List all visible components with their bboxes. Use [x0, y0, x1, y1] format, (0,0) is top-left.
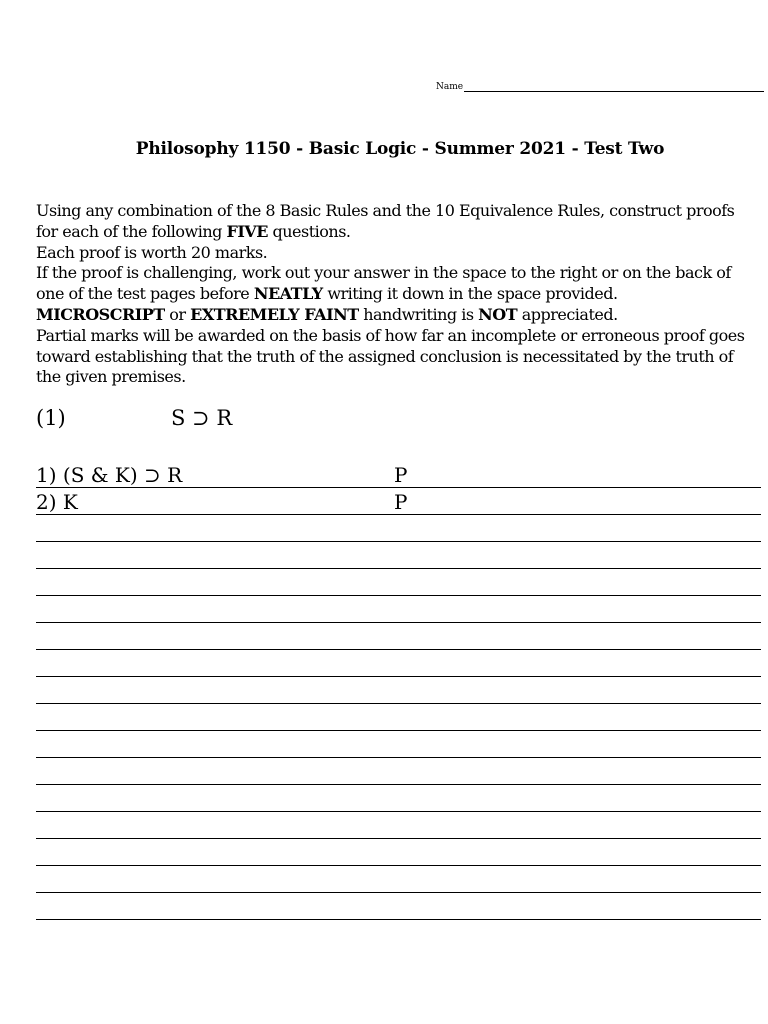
question-number: (1) [36, 406, 66, 430]
premise-statement: 1) (S & K) ⊃ R [36, 463, 183, 487]
premise-justification: P [394, 463, 408, 487]
proof-line-premise-2[interactable] [36, 488, 761, 515]
name-blank[interactable] [464, 83, 764, 92]
blank-answer-line[interactable] [36, 515, 761, 542]
blank-answer-line[interactable] [36, 812, 761, 839]
blank-answer-line[interactable] [36, 677, 761, 704]
name-field[interactable] [436, 82, 764, 92]
page-title: Philosophy 1150 - Basic Logic - Summer 2021 - Test Two [135, 139, 665, 159]
instruction-paragraph-3: If the proof is challenging, work out your answer in the space to the right or on the back of one of the test pages before NEATLY writing it down in the space provided. [36, 263, 731, 304]
blank-answer-line[interactable] [36, 731, 761, 758]
blank-answer-line[interactable] [36, 839, 761, 866]
blank-answer-line[interactable] [36, 758, 761, 785]
blank-answer-line[interactable] [36, 623, 761, 650]
blank-answer-line[interactable] [36, 542, 761, 569]
instruction-paragraph-4: MICROSCRIPT or EXTREMELY FAINT handwriting is NOT appreciated. [36, 304, 618, 324]
proof-lines [36, 461, 761, 920]
premise-statement: 2) K [36, 490, 78, 514]
question-conclusion: S ⊃ R [171, 406, 233, 430]
blank-answer-line[interactable] [36, 650, 761, 677]
instruction-paragraph-2: Each proof is worth 20 marks. [36, 242, 268, 262]
blank-answer-line[interactable] [36, 569, 761, 596]
name-label: Name [436, 82, 464, 92]
blank-answer-line[interactable] [36, 704, 761, 731]
blank-answer-line[interactable] [36, 866, 761, 893]
instructions [36, 201, 756, 388]
instruction-paragraph-1: Using any combination of the 8 Basic Rules and the 10 Equivalence Rules, construct proofs for each of the following FIVE questions. [36, 201, 735, 241]
blank-answer-line[interactable] [36, 596, 761, 623]
blank-answer-line[interactable] [36, 893, 761, 920]
instruction-paragraph-5: Partial marks will be awarded on the basis of how far an incomplete or erroneous proof goes toward establishing that the truth of the assigned conclusion is necessitated by the truth of the given premises. [36, 325, 745, 387]
premise-justification: P [394, 490, 408, 514]
blank-answer-line[interactable] [36, 785, 761, 812]
proof-line-premise-1[interactable] [36, 461, 761, 488]
